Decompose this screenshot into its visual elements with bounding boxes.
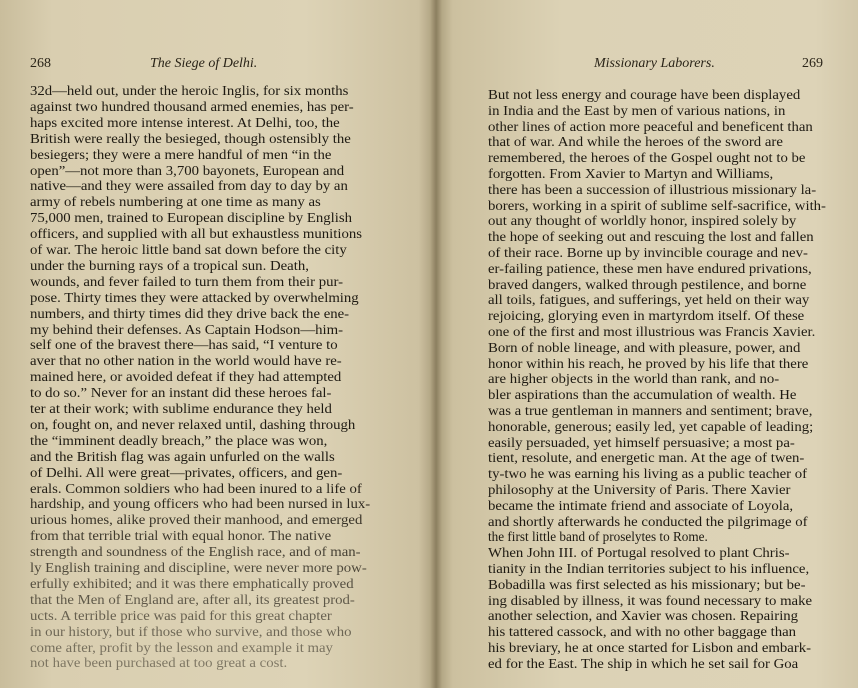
text-line: of their race. Borne up by invincible courage and nev- — [488, 245, 808, 260]
text-line: his tattered cassock, and with no other baggage than — [488, 624, 797, 640]
text-line: under the burning rays of a tropical sun. Death, — [30, 257, 309, 273]
text-line: Bobadilla was first selected as his missionary; but be- — [488, 576, 806, 592]
text-line: one of the first and most illustrious was Francis Xavier. — [488, 324, 816, 339]
text-line: officers, and supplied with all but exhaustless munitions — [30, 226, 363, 242]
text-line: easily persuaded, yet himself persuasive; a most pa- — [488, 434, 795, 450]
text-line: ly English training and discipline, were never more pow- — [30, 560, 367, 575]
text-line: ed for the East. The ship in which he set sail for Goa — [488, 655, 799, 671]
text-line: rejoicing, glorying even in martyrdom itself. Of these — [488, 308, 805, 324]
text-line: the first little band of proselytes to Rome. — [488, 529, 708, 545]
text-line: his breviary, he at once started for Lisbon and embark- — [488, 640, 812, 655]
text-line: ter at their work; with sublime endurance they held — [30, 401, 332, 416]
text-line: 75,000 men, trained to European discipline by English — [30, 210, 353, 226]
text-line: the “imminent deadly breach,” the place was won, — [30, 432, 328, 448]
text-line: erfully exhibited; and it was there emphatically proved — [30, 575, 354, 591]
right-page — [436, 0, 858, 688]
text-line: er-failing patience, these men have endured privations, — [488, 260, 812, 276]
text-line: against two hundred thousand armed enemies, has per- — [30, 98, 354, 114]
text-line: that of war. And while the heroes of the sword are — [488, 134, 783, 150]
text-line: of Delhi. All were great—privates, officers, and gen- — [30, 464, 343, 480]
text-line: are higher objects in the world than rank, and no- — [488, 371, 780, 387]
text-line: 32d—held out, under the heroic Inglis, for six months — [30, 83, 349, 98]
text-line: self one of the bravest there—has said, “I venture to — [30, 337, 338, 353]
text-line: ing disabled by illness, it was found necessary to make — [488, 592, 813, 608]
text-line: pose. Thirty times they were attacked by overwhelming — [30, 289, 359, 305]
text-line: numbers, and thirty times did they drive back the ene- — [30, 305, 350, 321]
text-line: besiegers; they were a mere handful of men “in the — [30, 146, 332, 162]
text-line: there has been a succession of illustrious missionary la- — [488, 181, 817, 197]
text-line: braved dangers, walked through pestilence, and borne — [488, 276, 807, 292]
text-line: tient, resolute, and energetic man. At the age of twen- — [488, 450, 805, 466]
left-running-title: The Siege of Delhi. — [150, 56, 258, 71]
text-line: aver that no other nation in the world would have re- — [30, 353, 342, 369]
text-line: that the Men of England are, after all, its greatest prod- — [30, 591, 355, 607]
text-line: haps excited more intense interest. At Delhi, too, the — [30, 114, 340, 130]
text-line: another selection, and Xavier was chosen. Repairing — [488, 608, 799, 624]
text-line: come after, profit by the lesson and example it may — [30, 639, 333, 655]
text-line: urious homes, alike proved their manhood, and emerged — [30, 512, 363, 528]
text-line: But not less energy and courage have been displayed — [488, 87, 801, 102]
right-page-number: 269 — [802, 56, 823, 71]
text-line: honor within his reach, he proved by his life that there — [488, 355, 809, 371]
text-line: not have been purchased at too great a cost. — [30, 655, 288, 671]
text-line: to do so.” Never for an instant did these heroes fal- — [30, 385, 332, 401]
text-line: tianity in the Indian territories subject to his influence, — [488, 561, 810, 576]
text-line: Born of noble lineage, and with pleasure, power, and — [488, 339, 801, 355]
text-line: on, fought on, and never relaxed until, dashing through — [30, 416, 356, 432]
text-line: ty-two he was earning his living as a public teacher of — [488, 466, 808, 482]
text-line: and the British flag was again unfurled on the walls — [30, 448, 335, 464]
book-gutter — [430, 0, 442, 688]
text-line: strength and soundness of the English race, and of man- — [30, 544, 361, 560]
text-line: philosophy at the University of Paris. There Xavier — [488, 482, 791, 497]
text-line: borers, working in a spirit of sublime self-sacrifice, with- — [488, 197, 826, 213]
right-running-title: Missionary Laborers. — [594, 56, 715, 71]
text-line: other lines of action more peaceful and beneficent than — [488, 118, 813, 134]
left-page-number: 268 — [30, 56, 51, 71]
text-line: from that terrible trial with equal honor. The native — [30, 528, 332, 544]
text-line: army of rebels numbering at one time as many as — [30, 194, 321, 210]
text-line: in our history, but if those who survive, and those who — [30, 623, 352, 639]
text-line: bler aspirations than the accumulation of wealth. He — [488, 387, 797, 403]
text-line: remembered, the heroes of the Gospel ought not to be — [488, 150, 806, 166]
text-line: native—and they were assailed from day to day by an — [30, 178, 348, 194]
text-line: out any thought of worldly honor, inspired solely by — [488, 213, 797, 229]
text-line: all toils, fatigues, and sufferings, yet held on their way — [488, 292, 810, 308]
text-line: the hope of seeking out and rescuing the lost and fallen — [488, 229, 814, 245]
text-line: became the intimate friend and associate of Loyola, — [488, 497, 794, 513]
text-line: hardship, and young officers who had been nursed in lux- — [30, 496, 371, 512]
text-line: honorable, generous; easily led, yet capable of leading; — [488, 418, 814, 434]
text-line: open”—not more than 3,700 bayonets, European and — [30, 162, 345, 178]
text-line: in India and the East by men of various nations, in — [488, 102, 786, 118]
text-line: wounds, and fever failed to turn them from their pur- — [30, 273, 344, 289]
text-line: erals. Common soldiers who had been inured to a life of — [30, 480, 362, 496]
text-line: and shortly afterwards he conducted the pilgrimage of — [488, 513, 808, 529]
text-line: of war. The heroic little band sat down before the city — [30, 242, 347, 257]
text-line: my behind their defenses. As Captain Hodson—him- — [30, 321, 344, 337]
text-line: forgotten. From Xavier to Martyn and Williams, — [488, 166, 774, 181]
text-line: ucts. A terrible price was paid for this great chapter — [30, 607, 332, 623]
text-line: British were really the besieged, though ostensibly the — [30, 130, 351, 146]
text-line: was a true gentleman in manners and sentiment; brave, — [488, 403, 813, 418]
text-line: mained here, or avoided defeat if they had attempted — [30, 369, 342, 385]
text-line: When John III. of Portugal resolved to plant Chris- — [488, 545, 790, 561]
